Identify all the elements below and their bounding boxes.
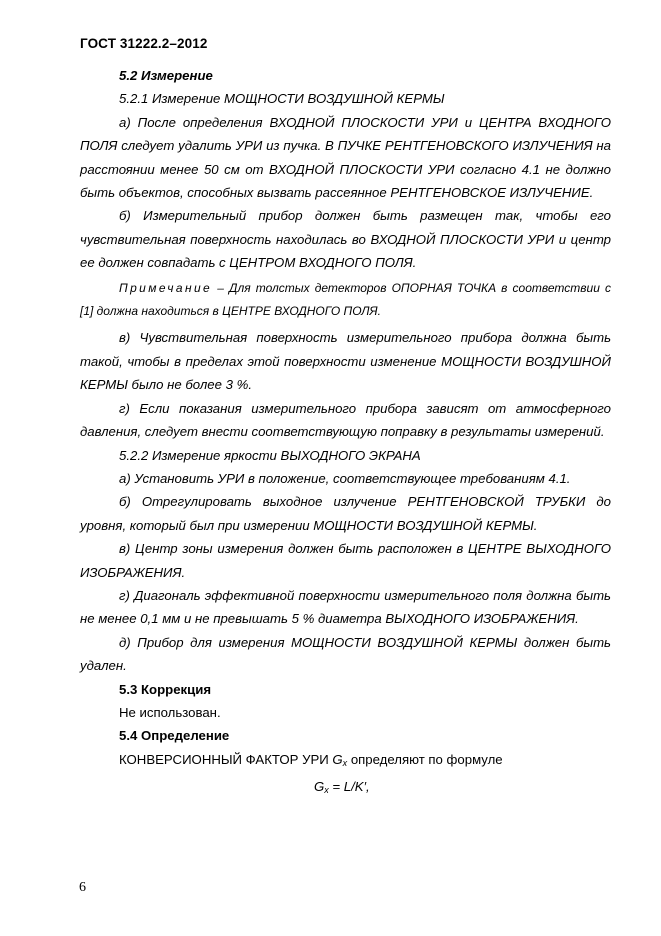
formula-lhs-subscript: x	[324, 785, 329, 796]
formula-rhs: = L/K′,	[328, 779, 370, 795]
paragraph-5-2-1-g: г) Если показания измерительного прибора зависят от атмосферного давления, следует внести соответствующую поправку в результаты измерений.	[80, 400, 611, 440]
paragraph-5-2-1-a: а) После определения ВХОДНОЙ ПЛОСКОСТИ УРИ и ЦЕНТРА ВХОДНОГО ПОЛЯ следует удалить УРИ из пучка. В ПУЧКЕ РЕНТГЕНОВСКОГО ИЗЛУЧЕНИЯ на расстоянии менее 50 см от ВХОДНОЙ ПЛОСКОСТИ УРИ согласно 4.1 не должно быть объектов, способных вызвать рассеянное РЕНТГЕНОВСКОЕ ИЗЛУЧЕНИЕ.	[80, 114, 611, 201]
document-body	[80, 64, 611, 803]
page-number: 6	[79, 880, 86, 895]
note-text: – Для толстых детекторов ОПОРНАЯ ТОЧКА в соответствии с [1] должна находиться в ЦЕНТРЕ ВХОДНОГО ПОЛЯ.	[80, 280, 611, 319]
paragraph-5-2-1-v: в) Чувствительная поверхность измерительного прибора должна быть такой, чтобы в пределах этой поверхности изменение МОЩНОСТИ ВОЗДУШНОЙ КЕРМЫ было не более 3 %.	[80, 330, 611, 393]
document-code: ГОСТ 31222.2–2012	[80, 36, 208, 51]
section-5-2-1-heading: 5.2.1 Измерение МОЩНОСТИ ВОЗДУШНОЙ КЕРМЫ	[119, 91, 445, 107]
paragraph-5-2-2-d: д) Прибор для измерения МОЩНОСТИ ВОЗДУШНОЙ КЕРМЫ должен быть удален.	[80, 634, 611, 674]
paragraph-5-3: Не использован.	[119, 704, 221, 720]
section-5-2-heading: 5.2 Измерение	[119, 68, 213, 83]
note-label: Примечание	[119, 280, 213, 295]
paragraph-5-4	[80, 748, 611, 775]
note	[80, 277, 611, 324]
paragraph-5-2-1-b: б) Измерительный прибор должен быть размещен так, чтобы его чувствительная поверхность находилась во ВХОДНОЙ ПЛОСКОСТИ УРИ и центр ее должен совпадать с ЦЕНТРОМ ВХОДНОГО ПОЛЯ.	[80, 208, 611, 271]
paragraph-5-2-2-b: б) Отрегулировать выходное излучение РЕНТГЕНОВСКОЙ ТРУБКИ до уровня, который был при измерении МОЩНОСТИ ВОЗДУШНОЙ КЕРМЫ.	[80, 494, 611, 533]
conversion-factor-symbol: G	[332, 751, 343, 767]
formula-lhs: G	[314, 779, 325, 795]
section-5-2-2-heading: 5.2.2 Измерение яркости ВЫХОДНОГО ЭКРАНА	[119, 447, 421, 463]
paragraph-5-4-text-start: КОНВЕРСИОННЫЙ ФАКТОР УРИ	[119, 751, 333, 767]
paragraph-5-2-2-a: а) Установить УРИ в положение, соответствующее требованиям 4.1.	[119, 470, 571, 486]
paragraph-5-2-2-v: в) Центр зоны измерения должен быть расположен в ЦЕНТРЕ ВЫХОДНОГО ИЗОБРАЖЕНИЯ.	[80, 541, 611, 580]
paragraph-5-2-2-g: г) Диагональ эффективной поверхности измерительного поля должна быть не менее 0,1 мм и не превышать 5 % диаметра ВЫХОДНОГО ИЗОБРАЖЕНИЯ.	[80, 587, 611, 627]
section-5-4-heading: 5.4 Определение	[119, 728, 230, 744]
paragraph-5-4-text-end: определяют по формуле	[347, 751, 503, 767]
formula	[80, 775, 611, 802]
conversion-factor-subscript: x	[342, 757, 348, 768]
section-5-3-heading: 5.3 Коррекция	[119, 681, 212, 697]
